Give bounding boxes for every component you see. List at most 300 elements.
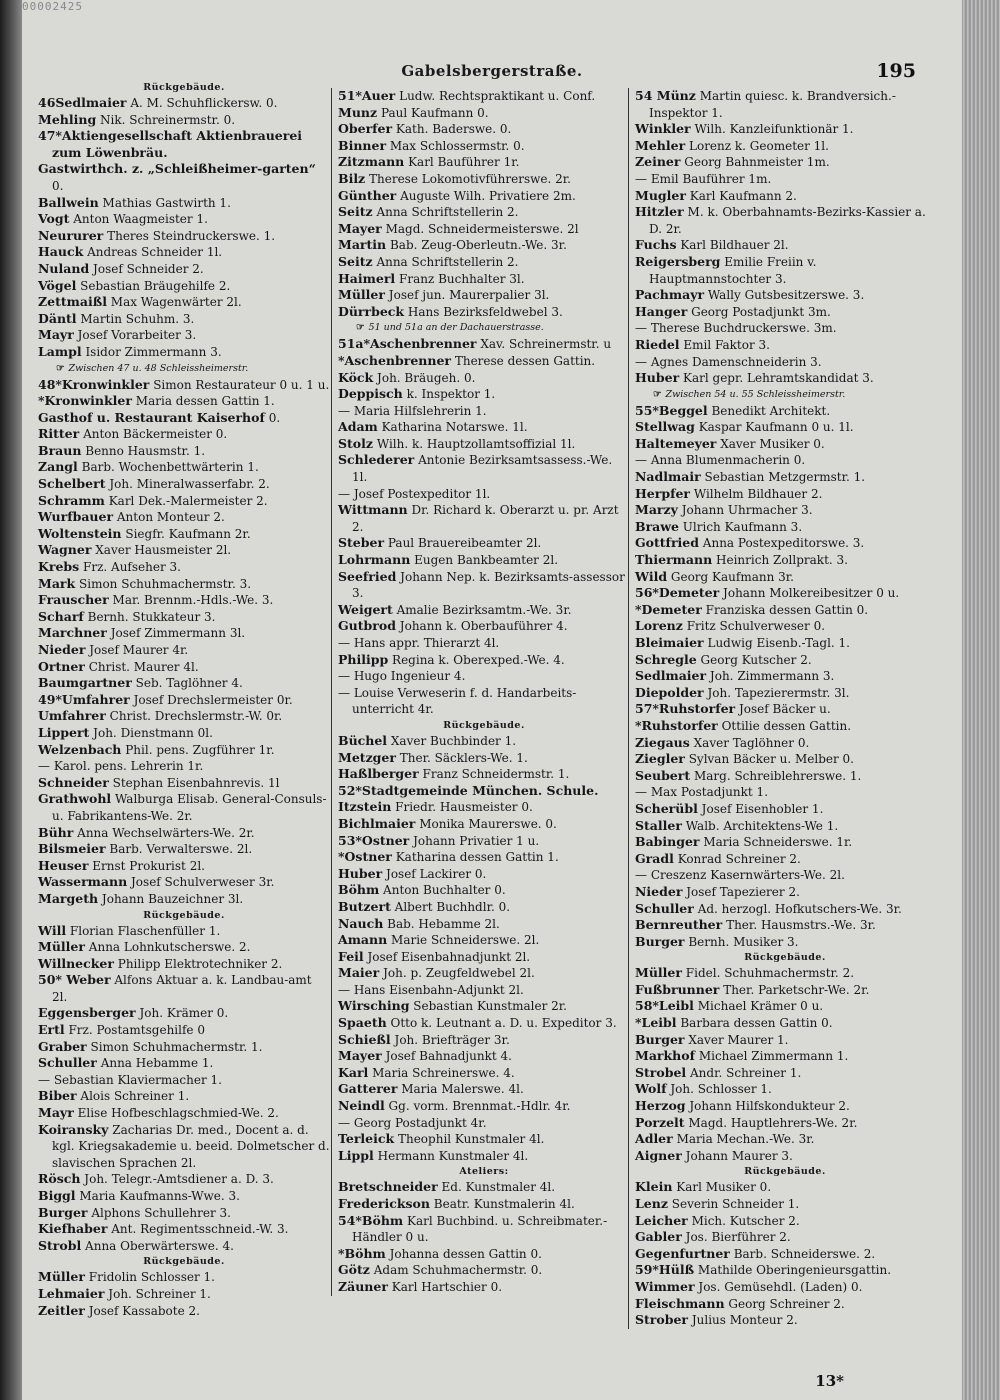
resident-details: Mathias Gastwirth 1. (102, 195, 231, 210)
resident-name: Kiefhaber (38, 1221, 108, 1237)
resident-details: Kaspar Kaufmann 0 u. 1l. (698, 420, 854, 435)
resident-name: Wagner (38, 542, 92, 558)
resident-entry (338, 932, 630, 949)
resident-entry (338, 1246, 630, 1263)
resident-name: Seefried (338, 568, 397, 584)
resident-details: Georg Schreiner 2. (728, 1296, 845, 1311)
resident-details: Fidel. Schuhmachermstr. 2. (685, 966, 855, 981)
column-3 (628, 88, 935, 1329)
resident-entry (635, 237, 935, 254)
resident-details: Georg Kaufmann 3r. (670, 569, 794, 584)
resident-entry (635, 701, 935, 718)
resident-entry (635, 1032, 935, 1049)
resident-entry (38, 1022, 330, 1039)
resident-details: Paul Brauereibeamter 2l. (387, 536, 542, 551)
resident-details: Therese dessen Gattin. (454, 353, 596, 368)
resident-details: Johann Uhrmacher 3. (681, 503, 813, 518)
resident-entry (635, 735, 935, 752)
resident-details: k. Inspektor 1. (406, 387, 496, 402)
resident-entry (635, 337, 935, 354)
resident-entry (338, 138, 630, 155)
resident-entry (338, 1196, 630, 1213)
resident-name: Huber (635, 370, 680, 386)
resident-entry (38, 956, 330, 973)
resident-details: Mar. Brennm.-Hdls.-We. 3. (112, 593, 274, 608)
section-heading: Rückgebäude. (744, 952, 826, 964)
resident-name: Biber (38, 1088, 77, 1104)
resident-entry (38, 459, 330, 476)
resident-entry (338, 121, 630, 138)
resident-details: Hermann Kunstmaler 4l. (377, 1148, 529, 1163)
resident-entry (38, 1286, 330, 1303)
resident-name: Mark (38, 575, 76, 591)
resident-details: Xaver Musiker 0. (720, 436, 825, 451)
column-2 (331, 88, 630, 1296)
resident-name: 54*Böhm (338, 1212, 404, 1228)
resident-name: 59*Hülß (635, 1262, 695, 1278)
resident-name: Ritter (38, 426, 80, 442)
resident-name: Amann (338, 932, 388, 948)
resident-name: Lippert (38, 724, 90, 740)
resident-details: Anton Monteur 2. (116, 510, 225, 525)
resident-details: Max Schlossermstr. 0. (389, 138, 525, 153)
resident-entry (338, 287, 630, 304)
resident-entry (635, 1196, 935, 1213)
resident-entry (635, 1229, 935, 1246)
resident-name: Gradl (635, 850, 674, 866)
resident-entry (635, 138, 935, 155)
resident-name: Graber (38, 1038, 87, 1054)
resident-entry (338, 766, 630, 783)
resident-details: Fridolin Schlosser 1. (88, 1270, 215, 1285)
resident-details: — Hugo Ingenieur 4. (338, 669, 466, 684)
resident-entry (635, 469, 935, 486)
resident-name: Wirsching (338, 998, 410, 1014)
section-heading: Rückgebäude. (143, 82, 225, 93)
resident-name: Gabler (635, 1229, 682, 1245)
resident-name: Rösch (38, 1171, 81, 1187)
resident-details: Josef Vorarbeiter 3. (77, 328, 197, 343)
resident-details: Alois Schreiner 1. (80, 1089, 190, 1104)
resident-name: Koiransky (38, 1121, 109, 1137)
resident-entry (635, 635, 935, 652)
resident-entry (635, 552, 935, 569)
section-heading: Rückgebäude. (443, 719, 525, 731)
resident-entry (38, 1303, 330, 1320)
resident-entry (338, 221, 630, 238)
resident-details: Michael Zimmermann 1. (698, 1049, 849, 1064)
resident-details: Joh. Schreiner 1. (108, 1286, 211, 1301)
resident-entry (635, 768, 935, 785)
resident-details: Jos. Bierführer 2. (685, 1230, 791, 1245)
resident-name: 58*Leibl (635, 998, 694, 1014)
resident-entry (338, 88, 630, 105)
resident-details: Johann Maurer 3. (685, 1148, 793, 1163)
resident-entry (338, 998, 630, 1015)
resident-entry (338, 618, 630, 635)
section-heading: Rückgebäude. (744, 1166, 826, 1178)
resident-entry (338, 635, 630, 652)
resident-entry (338, 552, 630, 569)
resident-details: Ulrich Kaufmann 3. (682, 519, 803, 534)
resident-entry (635, 652, 935, 669)
resident-name: Mehler (635, 137, 686, 153)
resident-details: Simon Schuhmachermstr. 3. (79, 576, 252, 591)
resident-entry (338, 535, 630, 552)
resident-details: Josef jun. Maurerpalier 3l. (388, 288, 550, 303)
resident-entry (38, 972, 330, 1005)
resident-details: Marie Schneiderswe. 2l. (391, 933, 540, 948)
resident-name: Wurfbauer (38, 509, 114, 525)
resident-entry (338, 685, 630, 718)
resident-details: A. M. Schuhflickersw. 0. (130, 96, 278, 110)
resident-entry (635, 751, 935, 768)
resident-details: Ludw. Rechtspraktikant u. Conf. (399, 89, 596, 103)
resident-name: Scharf (38, 608, 84, 624)
resident-entry (38, 195, 330, 212)
resident-name: Ortner (38, 658, 85, 674)
resident-entry (338, 419, 630, 436)
resident-entry (338, 1179, 630, 1196)
resident-name: Strober (635, 1312, 689, 1328)
resident-entry (635, 354, 935, 371)
resident-details: Michael Krämer 0 u. (697, 999, 824, 1014)
resident-entry (38, 377, 330, 394)
resident-details: Josef Kassabote 2. (88, 1303, 200, 1318)
resident-details: Phil. pens. Zugführer 1r. (125, 742, 275, 757)
resident-details: Johann Molkereibesitzer 0 u. (723, 586, 900, 601)
resident-entry (38, 642, 330, 659)
resident-entry (635, 304, 935, 321)
resident-name: Winkler (635, 121, 691, 137)
resident-name: Haltemeyer (635, 435, 717, 451)
resident-details: Maria Malerswe. 4l. (401, 1082, 524, 1097)
resident-entry (38, 659, 330, 676)
resident-name: Brawe (635, 518, 679, 534)
resident-name: Pachmayr (635, 287, 705, 303)
resident-name: Scherübl (635, 800, 698, 816)
resident-details: Jos. Gemüsehdl. (Laden) 0. (698, 1279, 863, 1294)
resident-details: Barbara dessen Gattin 0. (680, 1016, 833, 1031)
resident-entry (38, 161, 330, 194)
resident-entry (338, 1098, 630, 1115)
resident-name: Bichlmaier (338, 815, 416, 831)
resident-name: Gegenfurtner (635, 1245, 730, 1261)
resident-name: Schuller (635, 900, 694, 916)
resident-entry (338, 436, 630, 453)
resident-name: Frederickson (338, 1196, 430, 1211)
resident-name: Mayer (338, 220, 382, 236)
pointing-hand-icon: ☞ (356, 322, 365, 334)
resident-details: Franz Schneidermstr. 1. (422, 767, 570, 782)
resident-details: Ad. herzogl. Hofkutschers-We. 3r. (697, 901, 902, 916)
resident-details: Albert Buchhdlr. 0. (394, 899, 511, 914)
resident-name: Itzstein (338, 799, 392, 815)
resident-name: Umfahrer (38, 708, 106, 724)
resident-name: Wild (635, 568, 668, 584)
resident-details: Ther. Säcklers-We. 1. (399, 750, 528, 765)
resident-details: Josef Eisenhobler 1. (701, 801, 824, 816)
resident-details: Karl Musiker 0. (676, 1180, 772, 1195)
resident-details: Alfons Aktuar a. k. Landbau-amt 2l. (52, 973, 312, 1004)
resident-name: Lehmaier (38, 1285, 105, 1301)
resident-details: Johann Nep. k. Bezirksamts-assessor 3. (352, 569, 625, 601)
resident-entry (338, 733, 630, 750)
resident-entry (635, 602, 935, 619)
resident-details: Joh. Tapezierermstr. 3l. (707, 685, 850, 700)
resident-entry (635, 88, 935, 121)
resident-name: Staller (635, 817, 682, 833)
resident-name: Strobl (38, 1237, 82, 1253)
resident-name: Schregle (635, 651, 697, 667)
resident-entry (635, 1279, 935, 1296)
resident-entry (38, 559, 330, 576)
resident-entry (38, 1088, 330, 1105)
resident-name: *Ostner (338, 849, 392, 865)
resident-name: Wittmann (338, 502, 408, 518)
resident-entry (38, 1238, 330, 1255)
resident-details: Ottilie dessen Gattin. (721, 718, 852, 733)
resident-name: Ziegler (635, 751, 685, 767)
resident-entry (338, 799, 630, 816)
resident-name: Haßlberger (338, 766, 419, 782)
resident-entry (338, 502, 630, 535)
resident-name: Binner (338, 137, 387, 153)
cross-street-note (635, 387, 935, 403)
resident-name: Adam (338, 419, 378, 435)
resident-name: Wimmer (635, 1278, 695, 1294)
resident-details: Franz Buchhalter 3l. (399, 271, 525, 286)
resident-name: Zitzmann (338, 154, 405, 170)
resident-name: Mayr (38, 1105, 74, 1121)
resident-entry (38, 493, 330, 510)
resident-entry (635, 851, 935, 868)
resident-details: Amalie Bezirksamtm.-We. 3r. (396, 602, 572, 617)
resident-entry (635, 1179, 935, 1196)
resident-details: — Josef Postexpeditor 1l. (338, 486, 491, 501)
resident-details: Walb. Architektens-We 1. (685, 818, 839, 833)
resident-name: *Aschenbrenner (338, 352, 452, 368)
resident-name: Wassermann (38, 874, 128, 890)
resident-name: Böhm (338, 882, 380, 898)
resident-name: Lenz (635, 1196, 668, 1211)
resident-name: Lorenz (635, 618, 683, 634)
resident-name: Schlederer (338, 452, 415, 468)
resident-details: Wilh. Kanzleifunktionär 1. (694, 122, 854, 137)
resident-entry (38, 128, 330, 161)
resident-name: Adler (635, 1131, 673, 1147)
resident-entry (635, 901, 935, 918)
resident-entry (635, 171, 935, 188)
resident-name: Seubert (635, 767, 691, 783)
resident-name: Huber (338, 865, 383, 881)
resident-name: Vögel (38, 277, 77, 293)
resident-details: Heinrich Zollprakt. 3. (716, 553, 848, 568)
resident-details: Fritz Schulverweser 0. (686, 619, 826, 634)
resident-details: Johann Privatier 1 u. (413, 833, 540, 848)
resident-entry (635, 618, 935, 635)
resident-details: Sebastian Kunstmaler 2r. (413, 999, 567, 1014)
resident-details: Josef Schneider 2. (93, 261, 204, 276)
pointing-hand-icon: ☞ (653, 388, 662, 400)
resident-entry (38, 1039, 330, 1056)
resident-name: Schuller (38, 1055, 97, 1071)
resident-entry (38, 509, 330, 526)
resident-details: Emilie Freiin v. Hauptmannstochter 3. (649, 254, 817, 286)
resident-entry (38, 542, 330, 559)
resident-details: Ludwig Eisenb.-Tagl. 1. (707, 636, 850, 650)
resident-entry (38, 858, 330, 875)
resident-entry (38, 923, 330, 940)
note-text: Zwischen 54 u. 55 Schleissheimerstr. (665, 388, 846, 400)
resident-entry (338, 652, 630, 669)
resident-entry (338, 866, 630, 883)
resident-details: Benno Hausmstr. 1. (85, 443, 206, 458)
resident-name: Will (38, 922, 67, 938)
resident-entry (635, 718, 935, 735)
resident-details: Max Wagenwärter 2l. (110, 295, 242, 310)
resident-details: Karl Buchbind. u. Schreibmater.-Händler 0 u. (352, 1213, 608, 1245)
resident-details: Theres Steindruckerswe. 1. (107, 228, 276, 243)
resident-details: Zacharias Dr. med., Docent a. d. kgl. Kriegsakademie u. beeid. Dolmetscher d. slavischen Sprachen 2l. (52, 1122, 330, 1170)
resident-entry (635, 403, 935, 420)
resident-details: Joh. Schlosser 1. (670, 1082, 772, 1097)
resident-details: Sebastian Bräugehilfe 2. (80, 278, 231, 293)
resident-name: Gutbrod (338, 618, 396, 634)
resident-details: Theophil Kunstmaler 4l. (397, 1132, 545, 1147)
resident-details: Josef Lackirer 0. (386, 866, 487, 881)
resident-entry (338, 602, 630, 619)
resident-name: Riedel (635, 336, 680, 352)
resident-name: Reigersberg (635, 253, 721, 269)
column-1 (38, 80, 330, 1319)
resident-entry (635, 784, 935, 801)
resident-name: Neindl (338, 1098, 385, 1114)
resident-details: Andreas Schneider 1l. (87, 245, 223, 260)
resident-entry (338, 1279, 630, 1296)
resident-details: Barb. Wochenbettwärterin 1. (81, 460, 259, 475)
resident-name: *Ruhstorfer (635, 717, 718, 733)
resident-details: Anna Hebamme 1. (100, 1056, 214, 1071)
resident-entry (635, 801, 935, 818)
resident-name: Mehling (38, 111, 97, 127)
resident-entry (38, 609, 330, 626)
resident-name: Marchner (38, 625, 107, 641)
resident-name: Burger (38, 1204, 88, 1220)
resident-name: Müller (38, 939, 85, 955)
resident-details: Mich. Kutscher 2. (691, 1213, 800, 1228)
resident-entry (38, 278, 330, 295)
resident-name: Gastwirthch. z. „Schleißheimer-garten“ (38, 161, 316, 177)
resident-details: Joh. Zimmermann 3. (709, 669, 835, 684)
resident-details: Joh. Mineralwasserfabr. 2. (109, 477, 270, 492)
resident-details: Wilh. k. Hauptzollamtsoffizial 1l. (376, 436, 576, 451)
resident-details: Anton Buchhalter 0. (383, 883, 506, 898)
resident-entry (38, 476, 330, 493)
resident-entry (635, 884, 935, 901)
resident-details: — Therese Buchdruckerswe. 3m. (635, 321, 837, 336)
resident-name: Margeth (38, 890, 99, 906)
resident-name: Terleick (338, 1131, 395, 1147)
resident-name: Fußbrunner (635, 981, 720, 997)
resident-details: Eugen Bankbeamter 2l. (414, 553, 559, 568)
resident-entry (635, 668, 935, 685)
resident-entry (635, 419, 935, 436)
resident-details: Magd. Schneidermeisterswe. 2l (385, 221, 579, 236)
resident-details: Bab. Zeug-Oberleutn.-We. 3r. (389, 238, 567, 253)
resident-details: Nik. Schreinermstr. 0. (100, 112, 236, 127)
resident-details: Simon Restaurateur 0 u. 1 u. (153, 377, 330, 392)
resident-entry (338, 882, 630, 899)
resident-entry (635, 1312, 935, 1329)
resident-entry (635, 452, 935, 469)
resident-details: Frz. Postamtsgehilfe 0 (68, 1023, 205, 1038)
resident-entry (635, 188, 935, 205)
resident-details: Konrad Schreiner 2. (677, 851, 801, 866)
resident-name: Bernreuther (635, 917, 723, 933)
resident-details: Siegfr. Kaufmann 2r. (125, 526, 251, 541)
resident-entry (338, 783, 630, 800)
resident-name: 53*Ostner (338, 832, 410, 848)
resident-entry (338, 816, 630, 833)
resident-details: Anna Schriftstellerin 2. (376, 254, 519, 269)
resident-entry (338, 304, 630, 321)
resident-details: Barb. Verwalterswe. 2l. (109, 842, 253, 857)
resident-entry (635, 121, 935, 138)
resident-name: Mayer (338, 1048, 382, 1064)
resident-entry (338, 899, 630, 916)
resident-entry (635, 436, 935, 453)
resident-details: Severin Schneider 1. (671, 1197, 800, 1211)
resident-details: Alphons Schullehrer 3. (91, 1205, 231, 1220)
resident-name: Nuland (38, 260, 90, 276)
resident-name: Mayr (38, 327, 74, 343)
resident-entry (635, 1213, 935, 1230)
resident-entry (38, 95, 330, 112)
resident-entry (38, 874, 330, 891)
resident-name: Deppisch (338, 386, 403, 402)
resident-details: Franziska dessen Gattin 0. (705, 602, 869, 617)
resident-details: Christ. Maurer 4l. (88, 659, 199, 674)
resident-entry (38, 261, 330, 278)
resident-entry (338, 916, 630, 933)
resident-details: — Hans Eisenbahn-Adjunkt 2l. (338, 982, 524, 997)
resident-details: Sebastian Metzgermstr. 1. (704, 470, 866, 485)
resident-name: Fuchs (635, 237, 677, 253)
resident-entry (38, 692, 330, 709)
resident-entry (338, 1048, 630, 1065)
resident-entry (635, 519, 935, 536)
resident-name: Zäuner (338, 1278, 388, 1294)
resident-details: Josef Eisenbahnadjunkt 2l. (367, 949, 531, 964)
resident-entry (38, 742, 330, 759)
resident-name: Schneider (38, 774, 109, 790)
resident-name: Wolf (635, 1081, 667, 1097)
resident-entry (38, 228, 330, 245)
resident-entry (38, 1205, 330, 1222)
resident-name: Bilz (338, 170, 366, 186)
resident-details: Kath. Baderswe. 0. (395, 122, 512, 137)
resident-details: Lorenz k. Geometer 1l. (689, 138, 829, 153)
resident-entry (635, 685, 935, 702)
resident-details: Johann Hilfskondukteur 2. (689, 1099, 850, 1114)
resident-details: Antonie Bezirksamtsassess.-We. 1l. (352, 453, 613, 485)
resident-details: — Hans appr. Thierarzt 4l. (338, 636, 500, 650)
resident-details: Bernh. Stukkateur 3. (87, 609, 216, 624)
resident-name: Aigner (635, 1147, 682, 1163)
resident-details: Xaver Maurer 1. (688, 1032, 789, 1047)
resident-details: Xaver Buchbinder 1. (390, 733, 517, 748)
